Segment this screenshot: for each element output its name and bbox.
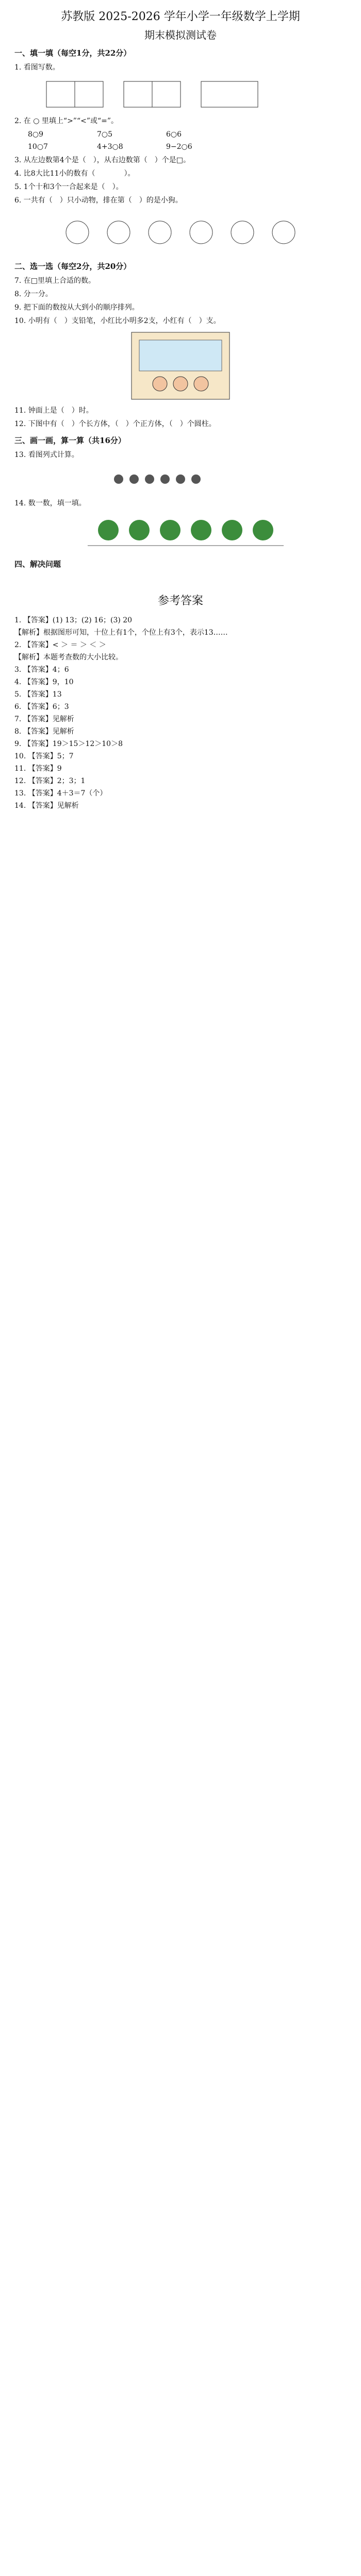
question-2-items-row2	[28, 141, 333, 152]
answer-line: 2. 【答案】< ＞ ＝ ＞ ＜ ＞	[14, 641, 106, 649]
answer-line: 4. 【答案】9，10	[14, 678, 74, 686]
question-1-figure	[36, 76, 325, 112]
answer-line: 7. 【答案】见解析	[14, 715, 74, 723]
question-14: 14. 数一数，填一填。	[14, 499, 86, 507]
answer-title: 参考答案	[157, 595, 203, 607]
question-8: 8. 分一分。	[14, 290, 53, 298]
trees-figure	[36, 512, 325, 553]
q2-item-1: 8○9	[28, 130, 44, 139]
answer-line: 14. 【答案】见解析	[14, 802, 79, 810]
answer-line: 【解析】本题考查数的大小比较。	[14, 653, 123, 662]
question-4: 4. 比8大比11小的数有（ ）。	[14, 170, 135, 178]
answer-line: 13. 【答案】4＋3＝7（个）	[14, 789, 107, 798]
answer-line: 11. 【答案】9	[14, 765, 62, 773]
question-1: 1. 看图写数。	[14, 63, 60, 72]
question-5: 5. 1个十和3个一合起来是（ ）。	[14, 183, 123, 191]
animals-figure	[36, 209, 325, 256]
q2-item-3: 6○6	[166, 130, 182, 139]
question-12: 12. 下图中有（ ）个长方体，（ ）个正方体，（ ）个圆柱。	[14, 420, 216, 428]
q2-item-2: 7○5	[97, 130, 113, 139]
dots-figure	[103, 464, 258, 495]
answer-line: 5. 【答案】13	[14, 690, 62, 699]
section-3-heading: 三、画一画，算一算（共16分）	[14, 436, 126, 445]
answer-list	[0, 614, 361, 812]
answer-line: 9. 【答案】19＞15＞12＞10＞8	[14, 740, 123, 748]
q2-item-6: 9−2○6	[166, 143, 192, 151]
question-2: 2. 在 ○ 里填上“>”“<”或“=”。	[14, 117, 119, 125]
answer-line: 【解析】根据图形可知，十位上有1个，个位上有3个，表示13……	[14, 629, 228, 637]
answer-line: 3. 【答案】4；6	[14, 666, 69, 674]
answer-line: 1. 【答案】(1) 13；(2) 16；(3) 20	[14, 616, 133, 624]
question-11: 11. 钟面上是（ ）时。	[14, 406, 93, 415]
classroom-picture	[129, 330, 232, 402]
question-7: 7. 在□里填上合适的数。	[14, 277, 96, 285]
section-2-heading: 二、选一选（每空2分，共20分）	[14, 262, 132, 271]
answer-line: 8. 【答案】见解析	[14, 727, 74, 736]
question-9: 9. 把下面的数按从大到小的顺序排列。	[14, 303, 139, 312]
section-1-heading: 一、填一填（每空1分，共22分）	[14, 48, 132, 58]
question-6: 6. 一共有（ ）只小动物，排在第（ ）的是小狗。	[14, 196, 183, 205]
q2-item-5: 4+3○8	[97, 143, 123, 151]
question-13: 13. 看图列式计算。	[14, 451, 79, 459]
page-title: 苏教版 2025-2026 学年小学一年级数学上学期	[61, 10, 300, 23]
page-subtitle: 期末模拟测试卷	[144, 29, 217, 41]
answer-line: 12. 【答案】2；3；1	[14, 777, 86, 785]
q2-item-4: 10○7	[28, 143, 48, 151]
question-2-items	[28, 129, 333, 140]
answer-line: 10. 【答案】5；7	[14, 752, 74, 760]
answer-line: 6. 【答案】6；3	[14, 703, 69, 711]
section-4-heading: 四、解决问题	[14, 560, 61, 569]
question-3: 3. 从左边数第4个是（ ），从右边数第（ ）个是□。	[14, 156, 190, 164]
question-10: 10. 小明有（ ）支铅笔，小红比小明多2支，小红有（ ）支。	[14, 317, 221, 325]
